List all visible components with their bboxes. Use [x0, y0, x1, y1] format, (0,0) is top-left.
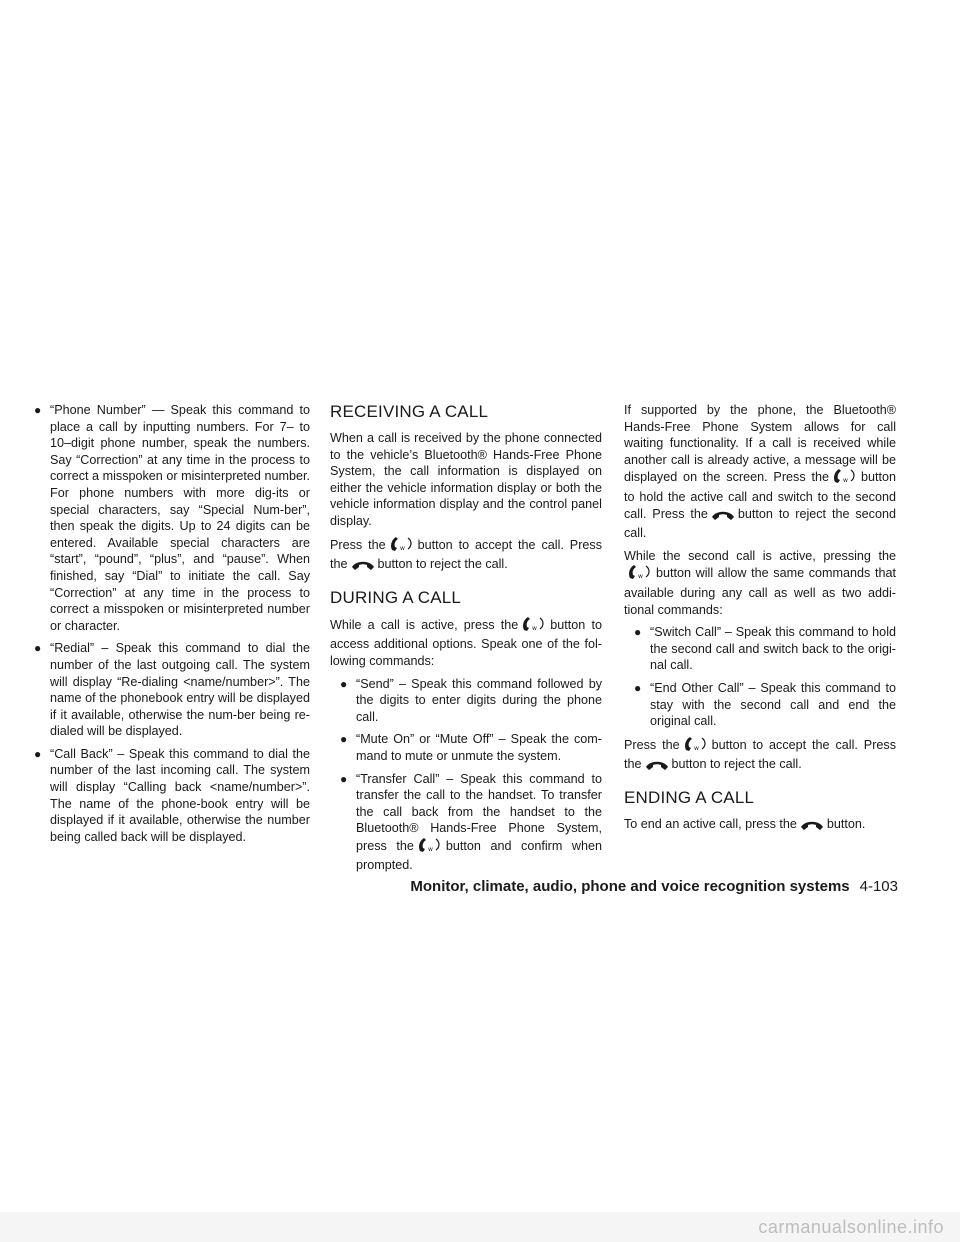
phone-hangup-icon: [351, 559, 375, 576]
phone-talk-icon: [521, 616, 547, 637]
during-paragraph: While a call is active, press the w button to access additional options. Speak one of the fol-lowing commands:: [330, 617, 602, 668]
phone-talk-icon: [389, 536, 415, 557]
svg-text:w: w: [842, 477, 848, 485]
bullet: ●: [340, 732, 348, 747]
phone-talk-icon: [832, 468, 858, 489]
phone-hangup-icon: [711, 509, 735, 526]
call-waiting-paragraph: If supported by the phone, the Bluetooth® Hands-Free Phone System allows for call waiting functionality. If a call is received while another call is already active, a message will be displayed on the screen. Press the w button to hold the active call and switch to the second call. Press the button to reject the second call.: [624, 403, 896, 541]
heading-receiving-a-call: RECEIVING A CALL: [330, 402, 489, 421]
list-item: [624, 680, 896, 730]
bullet: ●: [34, 746, 42, 761]
bullet: ●: [634, 625, 642, 640]
list-item: [330, 771, 602, 875]
bullet: ●: [34, 641, 42, 656]
heading-ending-a-call: ENDING A CALL: [624, 787, 755, 807]
send-command-text: “Send” – Speak this command followed by the digits to enter digits during the phone call.: [356, 676, 602, 724]
bullet: ●: [34, 403, 42, 417]
switch-call-command-text: “Switch Call” – Speak this command to hold the second call and switch back to the origi-nal call.: [650, 625, 896, 673]
page-footer: [0, 878, 960, 895]
redial-command-text: “Redial” – Speak this command to dial the number of the last outgoing call. The system will display “Re-dialing <name/number>”. The name of the phonebook entry will be displayed if it available, otherwise the num-ber being re-dialed will be displayed.: [50, 641, 310, 739]
bullet: ●: [340, 676, 348, 691]
end-other-call-command-text: “End Other Call” – Speak this command to stay with the second call and end the original call.: [650, 680, 896, 729]
phone-talk-icon: [627, 564, 653, 585]
list-item: [34, 640, 310, 740]
phone-talk-icon: [417, 837, 443, 858]
list-item: [624, 624, 896, 674]
second-call-paragraph: While the second call is active, pressing the w button will allow the same commands that available during any call as well as two addi-tional commands:: [624, 548, 896, 617]
accept-reject-paragraph: Press the w button to accept the call. Press the button to reject the call.: [330, 536, 602, 576]
phone-number-command-text: “Phone Number” — Speak this command to place a call by inputting numbers. For 7– to 10–digit phone number, speak the numbers. Say “Correction” at any time in the process to correct a misspoken or misinterpreted number. For phone numbers with more dig-its or special characters, say “Special Num-ber”, then speak the digits. Up to 24 digits can be entered. Available special characters are “start”, “pound”, “plus”, and “pause”. When finished, say “Dial” to initiate the call. Say “Correction” at any time in the process to correct a misspoken or misinterpreted number or character.: [50, 403, 310, 633]
svg-text:w: w: [427, 845, 433, 853]
list-item: [330, 731, 602, 764]
list-item: [34, 746, 310, 846]
phone-hangup-icon: [645, 759, 669, 776]
watermark-text: carmanualsonline.info: [758, 1216, 944, 1237]
column-middle: [330, 402, 602, 880]
phone-hangup-icon: [800, 819, 824, 836]
svg-text:w: w: [638, 573, 643, 581]
phone-talk-icon: [683, 736, 709, 757]
ending-paragraph: To end an active call, press the button.: [624, 816, 896, 836]
watermark: [0, 1212, 960, 1242]
receiving-paragraph: When a call is received by the phone connected to the vehicle’s Bluetooth® Hands-Free Phone System, the call information is displayed on either the vehicle information display or both the vehicle information display and the control panel display.: [330, 431, 602, 528]
list-item: [330, 676, 602, 726]
mute-command-text: “Mute On” or “Mute Off” – Speak the com-mand to mute or unmute the system.: [356, 732, 602, 763]
accept-reject-paragraph: Press the w button to accept the call. Press the button to reject the call.: [624, 736, 896, 776]
bullet: ●: [340, 771, 348, 786]
bullet: ●: [634, 680, 642, 695]
svg-text:w: w: [399, 544, 405, 552]
page-number: 4-103: [859, 878, 898, 895]
call-back-command-text: “Call Back” – Speak this command to dial the number of the last incoming call. The system will display “Calling back <name/number>”. The name of the phone-book entry will be displayed if it available, otherwise the number being called back will be displayed.: [50, 746, 310, 844]
section-title: Monitor, climate, audio, phone and voice recognition systems: [410, 878, 850, 895]
column-right: [624, 402, 896, 841]
heading-during-a-call: DURING A CALL: [330, 587, 462, 607]
list-item: [34, 402, 310, 634]
transfer-command-text: “Transfer Call” – Speak this command to transfer the call to the handset. To transfer the call back from the handset to the Bluetooth® Hands-Free Phone System, press the w button and confirm when prompted.: [356, 771, 602, 873]
svg-text:w: w: [532, 624, 538, 632]
column-left: [34, 402, 310, 851]
svg-text:w: w: [693, 744, 699, 752]
